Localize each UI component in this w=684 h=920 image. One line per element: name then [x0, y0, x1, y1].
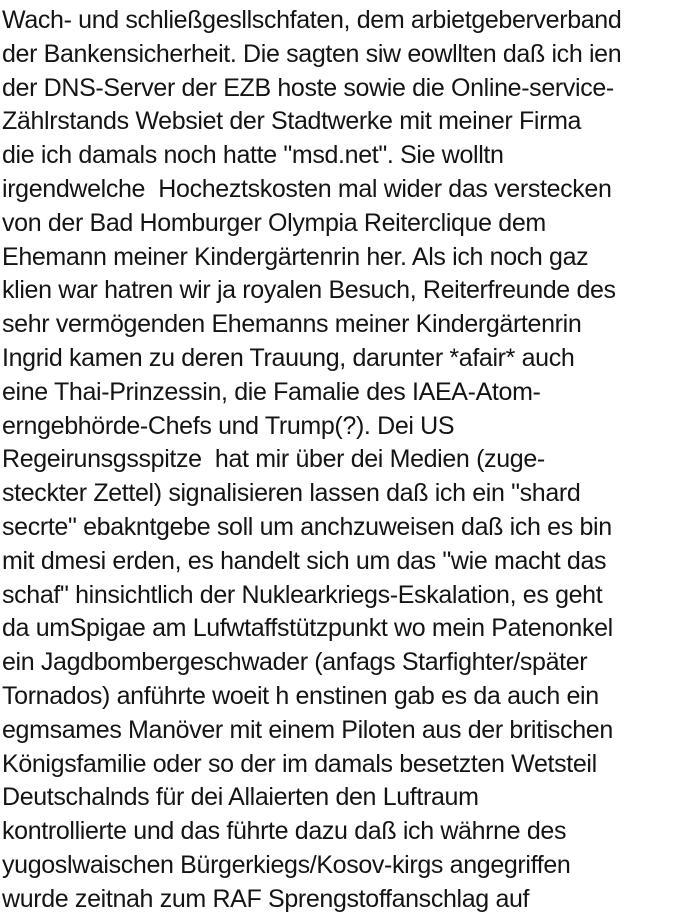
text-line: erngebhörde-Chefs und Trump(?). Dei US — [2, 411, 455, 440]
text-line: klien war hatren wir ja royalen Besuch, Reiterfreunde des — [2, 276, 616, 305]
text-line: Tornados) anführte woeit h enstinen gab es da auch ein — [2, 681, 599, 710]
text-line: Ingrid kamen zu deren Trauung, darunter *afair* auch — [2, 343, 575, 372]
text-line: yugoslwaischen Bürgerkiegs/Kosov-kirgs angegriffen — [2, 850, 571, 879]
text-line: steckter Zettel) signalisieren lassen daß ich ein "shard — [2, 479, 581, 508]
text-line: sehr vermögenden Ehemanns meiner Kindergärtenrin — [2, 310, 582, 339]
text-line: irgendwelche Hocheztskosten mal wider das verstecken — [2, 174, 612, 203]
text-line: Regeirunsgsspitze hat mir über dei Medien (zuge- — [2, 445, 545, 474]
text-line: Deutschalnds für dei Allaierten den Luftraum — [2, 783, 479, 812]
text-line: egmsames Manöver mit einem Piloten aus der britischen — [2, 715, 613, 744]
text-line: Königsfamilie oder so der im damals besetzten Wetsteil — [2, 749, 597, 778]
text-line: mit dmesi erden, es handelt sich um das "wie macht das — [2, 546, 607, 575]
text-line: wurde zeitnah zum RAF Sprengstoffanschlag auf — [2, 884, 530, 913]
text-line: die ich damals noch hatte "msd.net". Sie wolltn — [2, 141, 504, 170]
text-line: der Bankensicherheit. Die sagten siw eowllten daß ich ien — [2, 39, 622, 68]
text-line: der DNS-Server der EZB hoste sowie die Online-service- — [2, 73, 614, 102]
text-line: Wach- und schließgesllschfaten, dem arbietgeberverband — [2, 6, 622, 34]
text-line: von der Bad Homburger Olympia Reiterclique dem — [2, 208, 546, 237]
text-line: ein Jagdbombergeschwader (anfags Starfighter/später — [2, 648, 588, 677]
text-line: kontrollierte und das führte dazu daß ich währne des — [2, 817, 567, 846]
text-line: da umSpigae am Lufwtaffstützpunkt wo mein Patenonkel — [2, 614, 613, 643]
text-line: schaf" hinsichtlich der Nuklearkriegs-Eskalation, es geht — [2, 580, 603, 609]
text-line: Zählrstands Websiet der Stadtwerke mit meiner Firma — [2, 107, 582, 136]
text-line: Ehemann meiner Kindergärtenrin her. Als ich noch gaz — [2, 242, 589, 271]
text-line: eine Thai-Prinzessin, die Famalie des IAEA-Atom- — [2, 377, 541, 406]
text-line: secrte" ebakntgebe soll um anchzuweisen daß ich es bin — [2, 512, 612, 541]
